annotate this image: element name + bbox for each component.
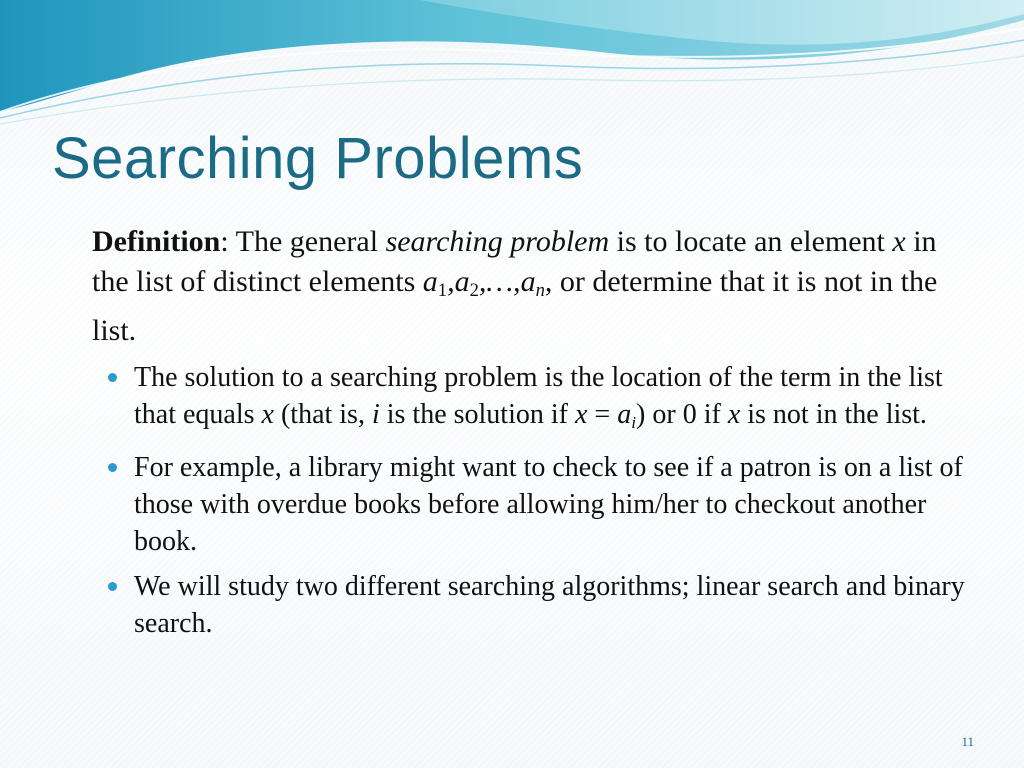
- page-number: 11: [961, 734, 974, 749]
- separator: ,: [447, 265, 455, 298]
- bullet-text: We will study two different searching algorithms; linear search and binary search.: [134, 571, 965, 640]
- bullet-text: (that is,: [273, 399, 372, 431]
- equals-sign: =: [587, 399, 618, 431]
- bullet-item-algorithms: [92, 568, 972, 642]
- definition-colon: :: [220, 225, 229, 258]
- bullet-list: [92, 359, 972, 642]
- bullet-text: is the solution if: [379, 399, 575, 431]
- variable-x: x: [727, 399, 741, 431]
- bullet-icon: [108, 463, 117, 472]
- variable-x: x: [892, 225, 906, 258]
- bullet-icon: [108, 373, 117, 382]
- definition-paragraph: [92, 222, 972, 351]
- bullet-icon: [108, 582, 117, 591]
- variable-x: x: [261, 399, 274, 431]
- variable-x: x: [574, 399, 588, 431]
- definition-label: Definition: [92, 225, 221, 258]
- element-a2: a: [454, 265, 470, 298]
- element-a1: a: [422, 265, 438, 298]
- variable-i: i: [371, 399, 380, 431]
- definition-text: is to locate an element: [609, 225, 893, 258]
- subscript-i: i: [631, 413, 637, 433]
- bullet-text: The solution to a searching problem is the location of the term in the list that equals: [134, 362, 943, 431]
- bullet-item-solution: [92, 359, 972, 441]
- bullet-item-example: [92, 449, 972, 560]
- element-an: a: [520, 265, 536, 298]
- definition-text: , or determine that it is not in the list.: [92, 265, 938, 348]
- subscript-1: 1: [437, 280, 448, 302]
- bullet-text: ) or 0 if: [636, 399, 728, 431]
- bullet-text: For example, a library might want to check to see if a patron is on a list of those with overdue books before allowing him/her to checkout another book.: [134, 452, 963, 558]
- slide-body: [92, 222, 972, 650]
- slide-title: Searching Problems: [52, 126, 584, 191]
- header-wave-decoration: [0, 0, 1024, 130]
- subscript-n: n: [535, 280, 545, 302]
- definition-text: in the list of distinct elements: [92, 225, 937, 298]
- definition-text: The general: [228, 225, 386, 258]
- subscript-2: 2: [469, 280, 479, 302]
- ellipsis-separator: ,…,: [478, 265, 521, 298]
- bullet-text: is not in the list.: [740, 399, 927, 431]
- variable-a: a: [617, 399, 632, 431]
- definition-term: searching problem: [385, 225, 610, 258]
